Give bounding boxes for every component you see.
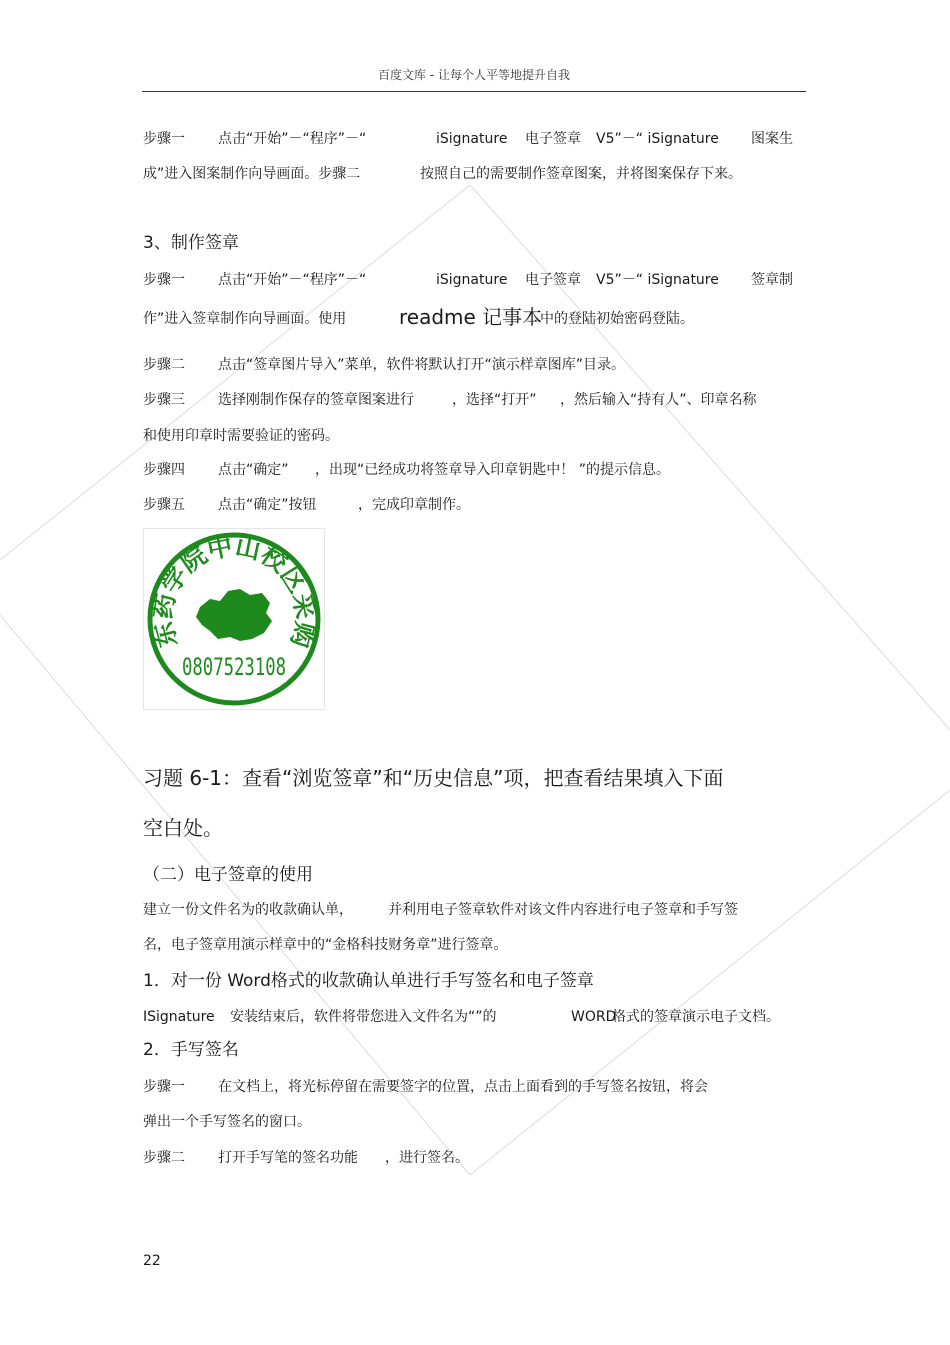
text-run: ，完成印章制作。 — [358, 497, 470, 513]
text-run: ，出现“已经成功将签章导入印章钥匙中！ ”的提示信息。 — [315, 462, 670, 478]
paragraph-line-14: 弹出一个手写签名的窗口。 — [143, 1114, 311, 1130]
page-header: 百度文库 - 让每个人平等地提升自我 — [142, 66, 806, 92]
step-label: 步骤一 — [143, 131, 185, 147]
exercise-line-2: 空白处。 — [143, 816, 223, 840]
text-run: ，进行签名。 — [385, 1150, 469, 1166]
step-label: 步骤三 — [143, 392, 185, 408]
text-run: V5”－“ iSignature — [596, 272, 719, 288]
exercise-line-1: 习题 6-1：查看“浏览签章”和“历史信息”项，把查看结果填入下面 — [143, 766, 724, 790]
text-run: 点击“签章图片导入”菜单，软件将默认打开“演示样章图库”目录。 — [218, 357, 626, 373]
text-run: 建立一份文件名为的收款确认单， — [143, 902, 353, 918]
step-label: 步骤五 — [143, 497, 185, 513]
numbered-heading-2: 2．手写签名 — [143, 1040, 239, 1060]
text-run: ，然后输入“持有人”、印章名称 — [560, 392, 757, 408]
text-run: ，选择“打开” — [452, 392, 537, 408]
text-run: 格式的签章演示电子文档。 — [612, 1009, 780, 1025]
subsection-heading: （二）电子签章的使用 — [143, 865, 313, 885]
section-heading: 3、制作签章 — [143, 233, 239, 253]
text-run: 电子签章 — [525, 131, 581, 147]
text-run: 点击“确定”按钮 — [218, 497, 317, 513]
text-run: 电子签章 — [525, 272, 581, 288]
text-run: 点击“确定” — [218, 462, 289, 478]
seal-arc-text: 东药学院中山校区采购 — [148, 531, 320, 651]
text-run: 图案生 — [751, 131, 793, 147]
step-label: 步骤一 — [143, 272, 185, 288]
text-run: 点击“开始”－“程序”－“ — [218, 272, 367, 288]
paragraph-line-11: 名，电子签章用演示样章中的“金格科技财务章”进行签章。 — [143, 937, 508, 953]
text-run: 并利用电子签章软件对该文件内容进行电子签章和手写签 — [388, 902, 738, 918]
text-run: iSignature — [436, 272, 508, 288]
text-run: 成”进入图案制作向导画面。步骤二 — [143, 166, 361, 182]
text-run: 选择刚制作保存的签章图案进行 — [218, 392, 414, 408]
step-label: 步骤一 — [143, 1079, 185, 1095]
text-run: 点击“开始”－“程序”－“ — [218, 131, 367, 147]
text-run: ISignature — [143, 1009, 215, 1025]
page-number: 22 — [143, 1253, 161, 1269]
step-label: 步骤四 — [143, 462, 185, 478]
step-label: 步骤二 — [143, 357, 185, 373]
company-seal-image — [143, 528, 325, 710]
text-run: 按照自己的需要制作签章图案，并将图案保存下来。 — [420, 166, 742, 182]
numbered-heading-1: 1．对一份 Word格式的收款确认单进行手写签名和电子签章 — [143, 971, 594, 991]
text-run: 安装结束后，软件将带您进入文件名为“”的 — [230, 1009, 497, 1025]
seal-graphic — [144, 529, 324, 709]
text-run: 签章制 — [751, 272, 793, 288]
text-run: V5”－“ iSignature — [596, 131, 719, 147]
paragraph-line-7: 和使用印章时需要验证的密码。 — [143, 428, 339, 444]
text-run: 作”进入签章制作向导画面。使用 — [143, 311, 347, 327]
step-label: 步骤二 — [143, 1150, 185, 1166]
seal-number: 0807523108 — [182, 653, 286, 681]
text-run: WORD — [571, 1009, 617, 1025]
text-run: iSignature — [436, 131, 508, 147]
china-map-icon — [196, 589, 272, 641]
text-run: 中的登陆初始密码登陆。 — [540, 311, 694, 327]
text-run: 打开手写笔的签名功能 — [218, 1150, 358, 1166]
text-run-large: readme 记事本 — [399, 305, 543, 329]
text-run: 在文档上，将光标停留在需要签字的位置，点击上面看到的手写签名按钮，将会 — [218, 1079, 708, 1095]
